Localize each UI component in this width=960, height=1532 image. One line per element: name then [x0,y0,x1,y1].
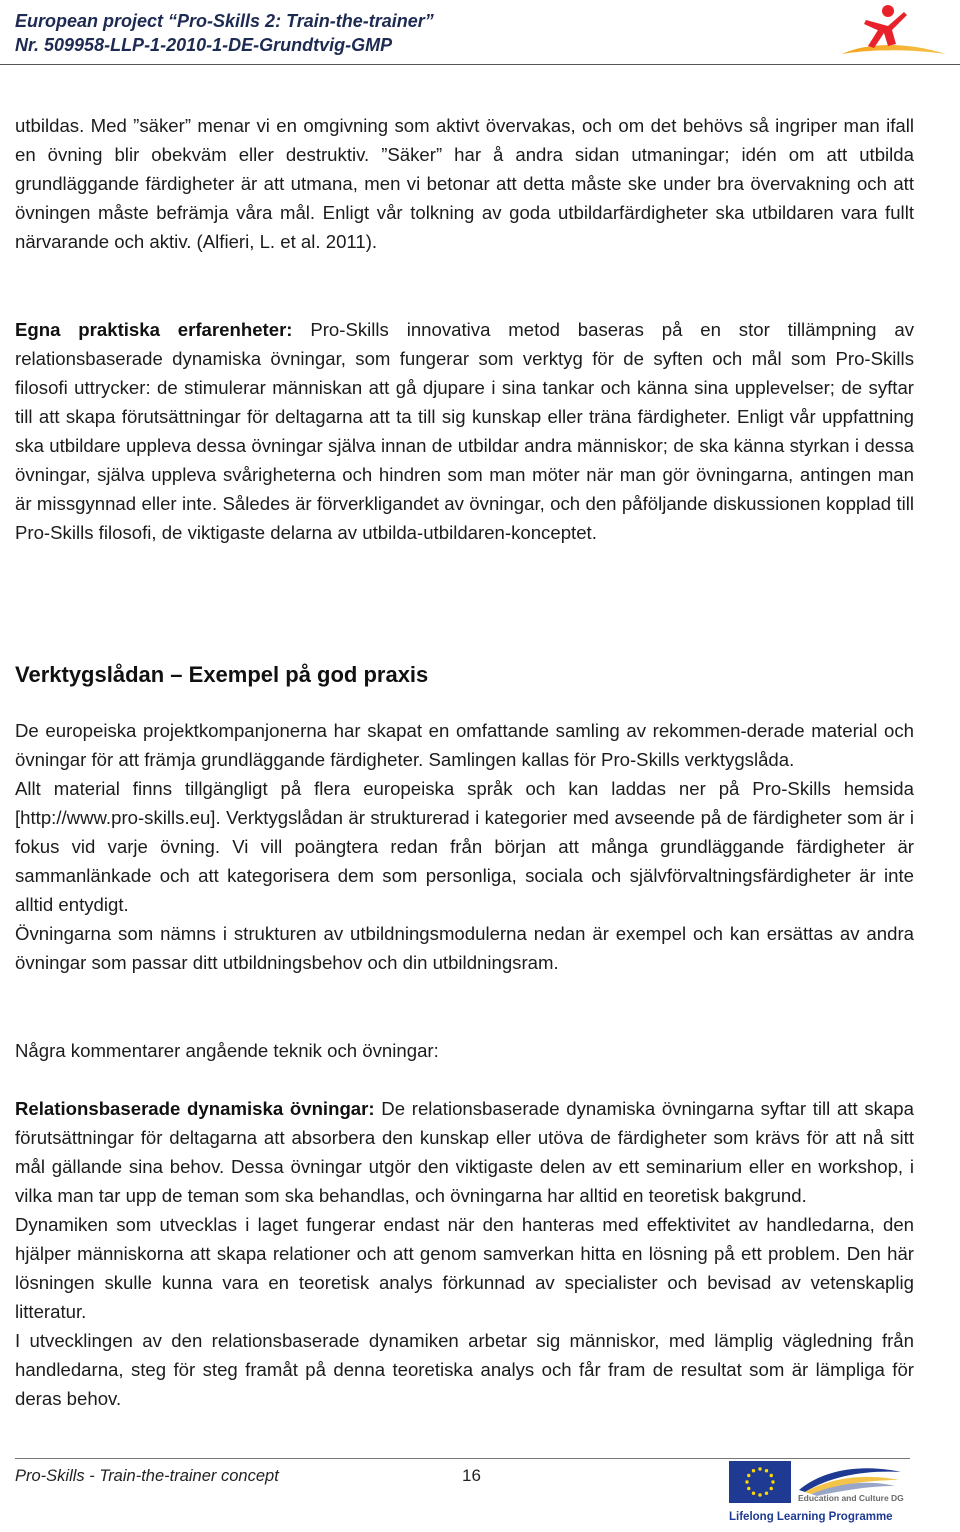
education-culture-label: Education and Culture DG [798,1493,904,1503]
eu-star-icon [758,1467,761,1470]
eu-star-icon [765,1469,768,1472]
relational-section [15,1094,914,1413]
experience-label: Egna praktiska erfarenheter: [15,319,293,340]
toolbox-paragraph-1: De europeiska projektkompanjonerna har skapat en omfattande samling av rekommen-derade material och övningar för att främja grundläggande färdigheter. Samlingen kallas för Pro-Skills verktygslåda. [15,720,914,770]
pro-skills-logo-icon [838,2,950,62]
intro-paragraph [15,111,914,256]
experience-paragraph [15,315,914,547]
relational-paragraph-2: Dynamiken som utvecklas i laget fungerar endast när den hanteras med effektivitet av handledarna, den hjälper människorna att skapa relationer och att genom samverkan hitta en lösning på ett problem. Den här lösningen skulle kunna vara en teoretisk analys förkunnad av specialister och bevisad av vetenskaplig litteratur. [15,1214,914,1322]
relational-text: De relationsbaserade dynamiska övningarna syftar till att skapa förutsättningar för deltagarna att absorbera den kunskap eller utöva de färdigheter som krävs för att nå sitt mål gällande sina behov. Dessa övningar utgör den viktigaste delen av ett seminarium eller en workshop, i vilka man tar upp de teman som ska behandlas, och övningarna har alltid en teoretisk bakgrund. [15,1098,914,1206]
toolbox-section [15,716,914,977]
lifelong-learning-label: Lifelong Learning Programme [729,1511,893,1523]
comments-intro-text: Några kommentarer angående teknik och övningar: [15,1040,439,1061]
project-title [15,9,434,57]
eu-star-icon [752,1469,755,1472]
section-heading: Verktygslådan – Exempel på god praxis [15,662,429,687]
eu-flag-icon [729,1461,791,1503]
eu-star-icon [747,1487,750,1490]
eu-star-icon [747,1474,750,1477]
intro-text: utbildas. Med ”säker” menar vi en omgivning som aktivt övervakas, och om det behövs så ingriper man ifall en övning blir obekväm eller destruktiv. ”Säker” har å andra sidan utmaningar; idén om att utbilda grundläggande färdigheter är att utmana, men vi betonar att detta måste ske under bra övervakning och att övningen måste befrämja våra mål. Enligt vår tolkning av goda utbildarfärdigheter ska utbildaren vara fullt närvarande och aktiv. (Alfieri, L. et al. 2011). [15,115,914,252]
comments-intro [15,1036,914,1065]
project-title-line1: European project “Pro-Skills 2: Train-the-trainer” [15,11,434,31]
footer-concept: Pro-Skills - Train-the-trainer concept [15,1467,279,1485]
experience-text: Pro-Skills innovativa metod baseras på en stor tillämpning av relationsbaserade dynamiska övningar, som fungerar som verktyg för de syften och mål som Pro-Skills filosofi uttrycker: de stimulerar människan att gå djupare i sina tankar och känna sina upplevelser; de syftar till att skapa förutsättningar för deltagarna att ta till sig kunskap eller träna färdigheter. Enligt vår uppfattning ska utbildare uppleva dessa övningar själva innan de utbildar andra människor; de ska känna styrkan i dessa övningar, själva uppleva svårigheterna och hindren som man möter när man gör övningarna, antingen man är missgynnad eller inte. Således är förverkligandet av övningar, och den påföljande diskussionen kopplad till Pro-Skills filosofi, de viktigaste delarna av utbilda-utbildaren-konceptet. [15,319,914,543]
eu-star-icon [770,1487,773,1490]
page-number: 16 [462,1466,481,1485]
eu-star-icon [752,1492,755,1495]
relational-paragraph-3: I utvecklingen av den relationsbaserade dynamiken arbetar sig människor, med lämplig vägledning från handledarna, steg för steg framåt på denna teoretiska analys och får fram de resultat som är lämpliga för deras behov. [15,1330,914,1409]
toolbox-paragraph-3: Övningarna som nämns i strukturen av utbildningsmodulerna nedan är exempel och kan ersättas av andra övningar som passar ditt utbildningsbehov och din utbildningsram. [15,923,914,973]
eu-star-icon [745,1480,748,1483]
page-header [0,0,960,66]
eu-star-icon [765,1492,768,1495]
eu-star-icon [770,1474,773,1477]
relational-label: Relationsbaserade dynamiska övningar: [15,1098,375,1119]
toolbox-paragraph-2: Allt material finns tillgängligt på flera europeiska språk och kan laddas ner på Pro-Skills hemsida [http://www.pro-skills.eu]. Verktygslådan är strukturerad i kategorier med avseende på de färdigheter som är i fokus vid varje övning. Vi vill poängtera redan från början att många grundläggande färdigheter är sammanlänkade och att kategorisera dem som personliga, sociala och självförvaltningsfärdigheter är inte alltid entydigt. [15,778,914,915]
project-number: Nr. 509958-LLP-1-2010-1-DE-Grundtvig-GMP [15,35,393,55]
eu-star-icon [771,1480,774,1483]
eu-star-icon [758,1493,761,1496]
footer-divider [15,1458,910,1459]
header-divider [0,64,960,65]
